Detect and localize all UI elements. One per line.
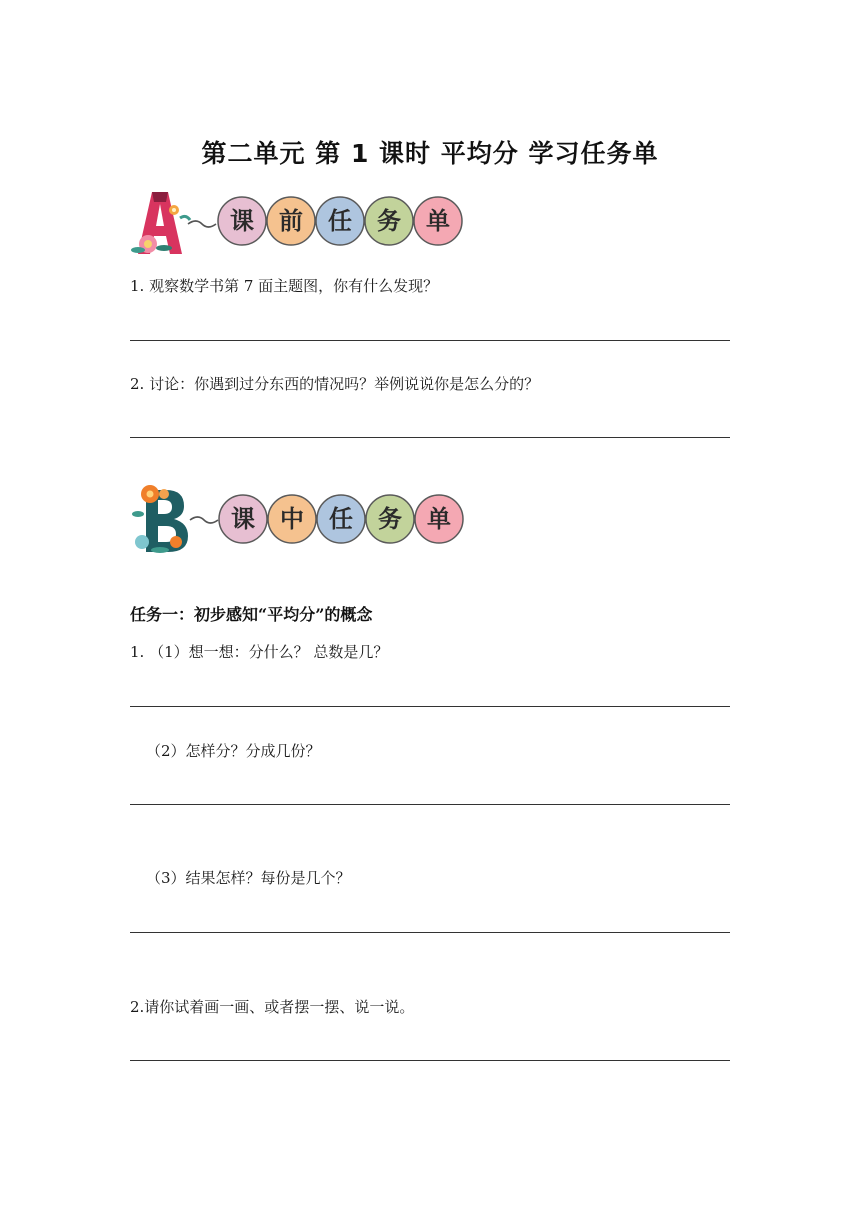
task-1-question-1-part-3: （3）结果怎样？每份是几个？ [146, 869, 351, 887]
pre-class-question-1: 1. 观察数学书第 7 面主题图，你有什么发现？ [130, 277, 439, 295]
answer-line[interactable] [130, 706, 730, 707]
banner-char-ke: 课 [231, 505, 255, 533]
banner-char-ren: 任 [329, 505, 353, 533]
answer-line[interactable] [130, 804, 730, 805]
banner-char-dan: 单 [426, 207, 450, 235]
task-1-question-1-part-1: 1. （1）想一想：分什么？ 总数是几？ [130, 643, 389, 661]
banner-char-qian: 前 [279, 207, 303, 235]
answer-line[interactable] [130, 437, 730, 438]
answer-line[interactable] [130, 340, 730, 341]
task-1-heading: 任务一：初步感知“平均分”的概念 [130, 605, 373, 624]
banner-char-zhong: 中 [280, 505, 304, 533]
banner-char-ke: 课 [230, 207, 254, 235]
banner-char-wu: 务 [378, 505, 402, 533]
banner-char-ren: 任 [328, 207, 352, 235]
banner-char-dan: 单 [427, 505, 451, 533]
page-title: 第二单元 第 1 课时 平均分 学习任务单 [201, 139, 659, 168]
task-1-question-2: 2.请你试着画一画、或者摆一摆、说一说。 [130, 998, 415, 1016]
pre-class-banner [130, 188, 475, 258]
banner-char-wu: 务 [377, 207, 401, 235]
task-1-question-1-part-2: （2）怎样分？分成几份？ [146, 742, 321, 760]
answer-line[interactable] [130, 1060, 730, 1061]
in-class-banner [130, 484, 475, 554]
pre-class-question-2: 2. 讨论：你遇到过分东西的情况吗？举例说说你是怎么分的？ [130, 375, 540, 393]
answer-line[interactable] [130, 932, 730, 933]
